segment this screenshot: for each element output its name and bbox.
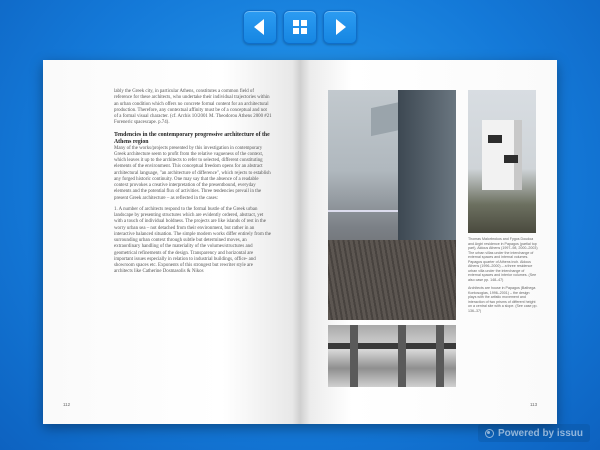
section-heading: Tendencies in the contemporary progressive architecture of the Athens region bbox=[114, 131, 270, 145]
issuu-badge[interactable] bbox=[478, 424, 590, 442]
white-residence-photo bbox=[468, 90, 536, 233]
toolbar bbox=[0, 10, 600, 46]
body-paragraph-2: 1. A number of architects respond to the formal bustle of the Greek urban landscape by presenting structures which are evidently ordered, abstract, yet with a touch of individual boldness. The projects are like islands of rest in the worry urban sea – not detached from their environment, but rather in an interactive balanced situation. The simple modern works differ entirely from the surrounding urban context through subtle but determined moves, an extraordinary handling of the materiality of the volumes/structures and geometrical refinements of the design. Transparency and horizontal are important issues especially in relation to industrial buildings, office- and showroom spaces etc. Exponents of this strongest but rewriter style are architects like Catherine Dosmasolis & Nikos bbox=[114, 206, 271, 275]
left-page[interactable] bbox=[43, 60, 300, 424]
book-spread bbox=[43, 60, 557, 424]
previous-page-button[interactable] bbox=[243, 10, 277, 44]
right-page[interactable] bbox=[300, 60, 557, 424]
arrow-right-icon bbox=[336, 19, 346, 35]
next-page-button[interactable] bbox=[323, 10, 357, 44]
body-paragraph-1: Many of the works/projects presented by this investigation in contemporary Greek architecture seem to profit from the relative vagueness of the context, which leaves it up to the architects to refer to selected, different constituting elements of the environment. This conceptual freedom opens for an abstract architectural language, "an architecture of difference", which rejects to establish any forged historic continuity. One may say that the absence of a readable context provokes a creative interpretation of the presentbound, everyday elements and the potential flux of activities. Three tendencies prevail in the present Greek architecture – as reflected in the cases: bbox=[114, 145, 271, 201]
grid-icon bbox=[293, 20, 307, 34]
left-page-number: 112 bbox=[63, 402, 71, 407]
interior-photo bbox=[328, 325, 456, 387]
left-page-text bbox=[114, 89, 272, 281]
terrace-building-photo bbox=[328, 90, 456, 320]
right-page-number: 113 bbox=[530, 402, 538, 407]
grid-view-button[interactable] bbox=[283, 10, 317, 44]
issuu-label: Powered by issuu bbox=[497, 427, 584, 439]
photo-captions bbox=[468, 237, 538, 317]
caption-2: Architects are house in Papagos (Bathega Kontosogias, 1996–2001) – the design plays with the artistic movement and interaction of two prisms of different height on a central site with a slope. (See case pp. 136–37) bbox=[468, 286, 538, 313]
intro-paragraph: lably the Greek city, in particular Athens, constitutes a common field of reference for these architects, who undertake their individual trajectories within an urban condition which offers no concrete formal content for an architectural production. Therefore, any contextual affinity must be of a conceptual and not of a formal visual character. (cf. Archis 10/2001 M. Theodorou Athens 2000 #21 Foreneric spacescape. p.74). bbox=[114, 89, 272, 126]
caption-1: Thomas Malorbrokos and Fygos Doudoa and Argiri residence in Papagos (partial top part), Aldous Athens (1997–98, 2000–2003) The urban villas under the interchange of external spaces and internal volumes. Papagos quarter of Athens inch. Aldous Athens (1996–2000) – a three residence urban villa under the interchange of external spaces and interior volumes. (See also case pp. 148–47) bbox=[468, 237, 538, 282]
arrow-left-icon bbox=[254, 19, 264, 35]
issuu-logo-icon bbox=[485, 429, 494, 438]
